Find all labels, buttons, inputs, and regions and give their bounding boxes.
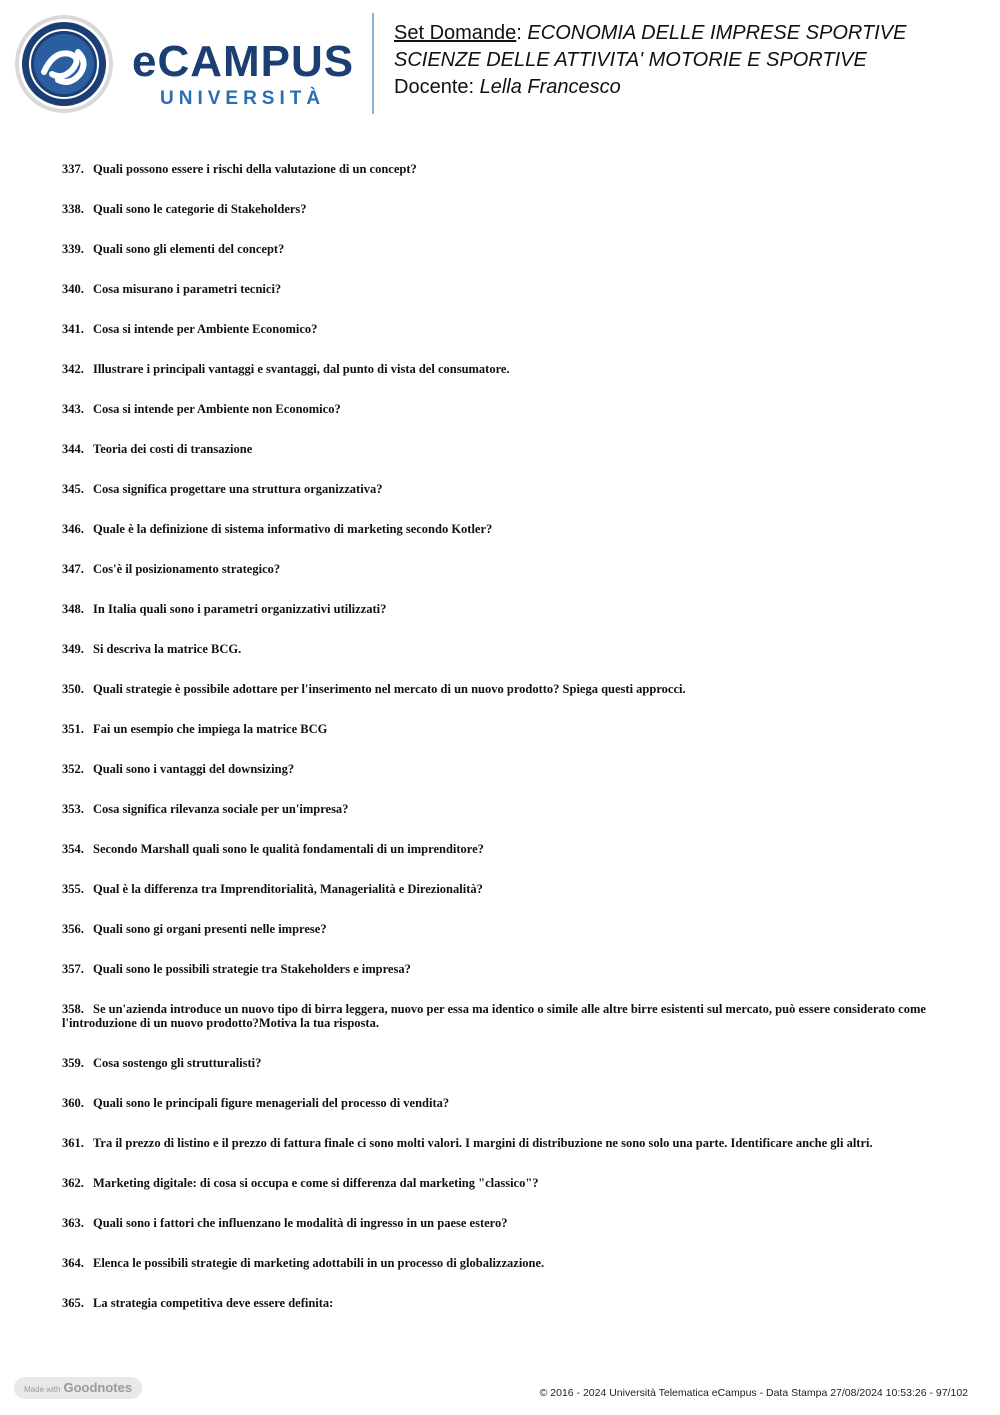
question-number: 342. — [62, 362, 84, 376]
question-number: 346. — [62, 522, 84, 536]
question-number: 347. — [62, 562, 84, 576]
badge-small-text: Made with — [24, 1385, 61, 1394]
question-text: Se un'azienda introduce un nuovo tipo di birra leggera, nuovo per essa ma identico o simile alle altre birre esistenti sul mercato, può essere considerato come l'introduzione di un nuovo prodotto?Motiva la tua risposta. — [62, 1002, 926, 1030]
docente-line — [394, 74, 621, 100]
docente-label: Docente: — [394, 76, 480, 98]
question-item — [62, 242, 942, 256]
badge-brand-text: Goodnotes — [63, 1380, 133, 1395]
set-label: Set Domande — [394, 22, 517, 44]
question-number: 362. — [62, 1176, 84, 1190]
question-text: Cosa si intende per Ambiente Economico? — [93, 322, 318, 336]
question-item — [62, 762, 942, 776]
question-text: Si descriva la matrice BCG. — [93, 642, 242, 656]
question-number: 360. — [62, 1096, 84, 1110]
question-text: Illustrare i principali vantaggi e svantaggi, dal punto di vista del consumatore. — [93, 362, 510, 376]
question-text: Cosa significa progettare una struttura organizzativa? — [93, 482, 383, 496]
question-text: Secondo Marshall quali sono le qualità fondamentali di un imprenditore? — [93, 842, 484, 856]
question-item — [62, 1256, 942, 1270]
ecampus-emblem-icon — [14, 14, 114, 114]
logo-wordmark: eCAMPUS — [132, 37, 355, 86]
question-text: Elenca le possibili strategie di marketing adottabili in un processo di globalizzazione. — [93, 1256, 545, 1270]
question-number: 343. — [62, 402, 84, 416]
docente-name: Lella Francesco — [479, 76, 621, 98]
question-item — [62, 1096, 942, 1110]
question-text: Quali sono le principali figure menageriali del processo di vendita? — [93, 1096, 450, 1110]
question-text: Fai un esempio che impiega la matrice BCG — [93, 722, 328, 736]
header-divider — [372, 13, 374, 114]
question-item — [62, 962, 942, 976]
question-number: 354. — [62, 842, 84, 856]
question-item — [62, 642, 942, 656]
question-text: Quali sono i fattori che influenzano le modalità di ingresso in un paese estero? — [93, 1216, 508, 1230]
question-text: Quali sono gli elementi del concept? — [93, 242, 285, 256]
question-number: 352. — [62, 762, 84, 776]
question-item — [62, 442, 942, 456]
question-number: 355. — [62, 882, 84, 896]
question-text: Quali sono gi organi presenti nelle imprese? — [93, 922, 327, 936]
question-list — [62, 162, 942, 1336]
question-item — [62, 402, 942, 416]
page-header — [0, 0, 1000, 130]
question-text: Quali sono i vantaggi del downsizing? — [93, 762, 295, 776]
question-item — [62, 482, 942, 496]
question-item — [62, 602, 942, 616]
question-item — [62, 562, 942, 576]
page-footer: © 2016 - 2024 Università Telematica eCampus - Data Stampa 27/08/2024 10:53:26 - 97/102 — [539, 1387, 968, 1399]
question-number: 363. — [62, 1216, 84, 1230]
question-text: Marketing digitale: di cosa si occupa e come si differenza dal marketing "classico"? — [93, 1176, 539, 1190]
question-item — [62, 1176, 942, 1190]
goodnotes-badge — [14, 1377, 142, 1399]
header-title-line — [394, 20, 906, 46]
question-text: Teoria dei costi di transazione — [93, 442, 253, 456]
question-number: 365. — [62, 1296, 84, 1310]
question-text: La strategia competitiva deve essere definita: — [93, 1296, 334, 1310]
question-item — [62, 202, 942, 216]
course-name: ECONOMIA DELLE IMPRESE SPORTIVE — [527, 22, 907, 44]
question-number: 338. — [62, 202, 84, 216]
question-number: 344. — [62, 442, 84, 456]
question-item — [62, 882, 942, 896]
question-item — [62, 522, 942, 536]
question-item — [62, 1136, 942, 1150]
question-text: Quali possono essere i rischi della valutazione di un concept? — [93, 162, 417, 176]
question-item — [62, 282, 942, 296]
question-text: Cos'è il posizionamento strategico? — [93, 562, 281, 576]
question-number: 345. — [62, 482, 84, 496]
question-item — [62, 682, 942, 696]
question-text: Quali sono le categorie di Stakeholders? — [93, 202, 307, 216]
question-number: 358. — [62, 1002, 84, 1016]
question-number: 340. — [62, 282, 84, 296]
question-text: Cosa sostengo gli strutturalisti? — [93, 1056, 262, 1070]
question-number: 351. — [62, 722, 84, 736]
question-number: 348. — [62, 602, 84, 616]
question-item — [62, 1216, 942, 1230]
question-number: 350. — [62, 682, 84, 696]
question-item — [62, 842, 942, 856]
question-number: 361. — [62, 1136, 84, 1150]
set-separator: : — [516, 22, 528, 44]
question-text: Quale è la definizione di sistema informativo di marketing secondo Kotler? — [93, 522, 493, 536]
question-number: 339. — [62, 242, 84, 256]
degree-name: SCIENZE DELLE ATTIVITA' MOTORIE E SPORTIVE — [394, 49, 867, 71]
question-number: 349. — [62, 642, 84, 656]
question-number: 356. — [62, 922, 84, 936]
question-text: Qual è la differenza tra Imprenditorialità, Managerialità e Direzionalità? — [93, 882, 483, 896]
question-item — [62, 722, 942, 736]
question-number: 341. — [62, 322, 84, 336]
question-item — [62, 1002, 942, 1030]
question-item — [62, 362, 942, 376]
question-text: In Italia quali sono i parametri organizzativi utilizzati? — [93, 602, 387, 616]
question-text: Tra il prezzo di listino e il prezzo di fattura finale ci sono molti valori. I margini di distribuzione ne sono solo una parte. Identificare anche gli altri. — [93, 1136, 873, 1150]
question-item — [62, 802, 942, 816]
question-text: Cosa si intende per Ambiente non Economico? — [93, 402, 341, 416]
question-item — [62, 922, 942, 936]
question-text: Quali strategie è possibile adottare per l'inserimento nel mercato di un nuovo prodotto? Spiega questi approcci. — [93, 682, 686, 696]
question-item — [62, 322, 942, 336]
question-item — [62, 1296, 942, 1310]
question-number: 353. — [62, 802, 84, 816]
question-number: 357. — [62, 962, 84, 976]
logo-subtitle: UNIVERSITÀ — [160, 88, 326, 109]
question-number: 337. — [62, 162, 84, 176]
question-number: 359. — [62, 1056, 84, 1070]
question-text: Cosa significa rilevanza sociale per un'impresa? — [93, 802, 349, 816]
question-number: 364. — [62, 1256, 84, 1270]
question-text: Quali sono le possibili strategie tra Stakeholders e impresa? — [93, 962, 411, 976]
question-text: Cosa misurano i parametri tecnici? — [93, 282, 282, 296]
question-item — [62, 162, 942, 176]
question-item — [62, 1056, 942, 1070]
